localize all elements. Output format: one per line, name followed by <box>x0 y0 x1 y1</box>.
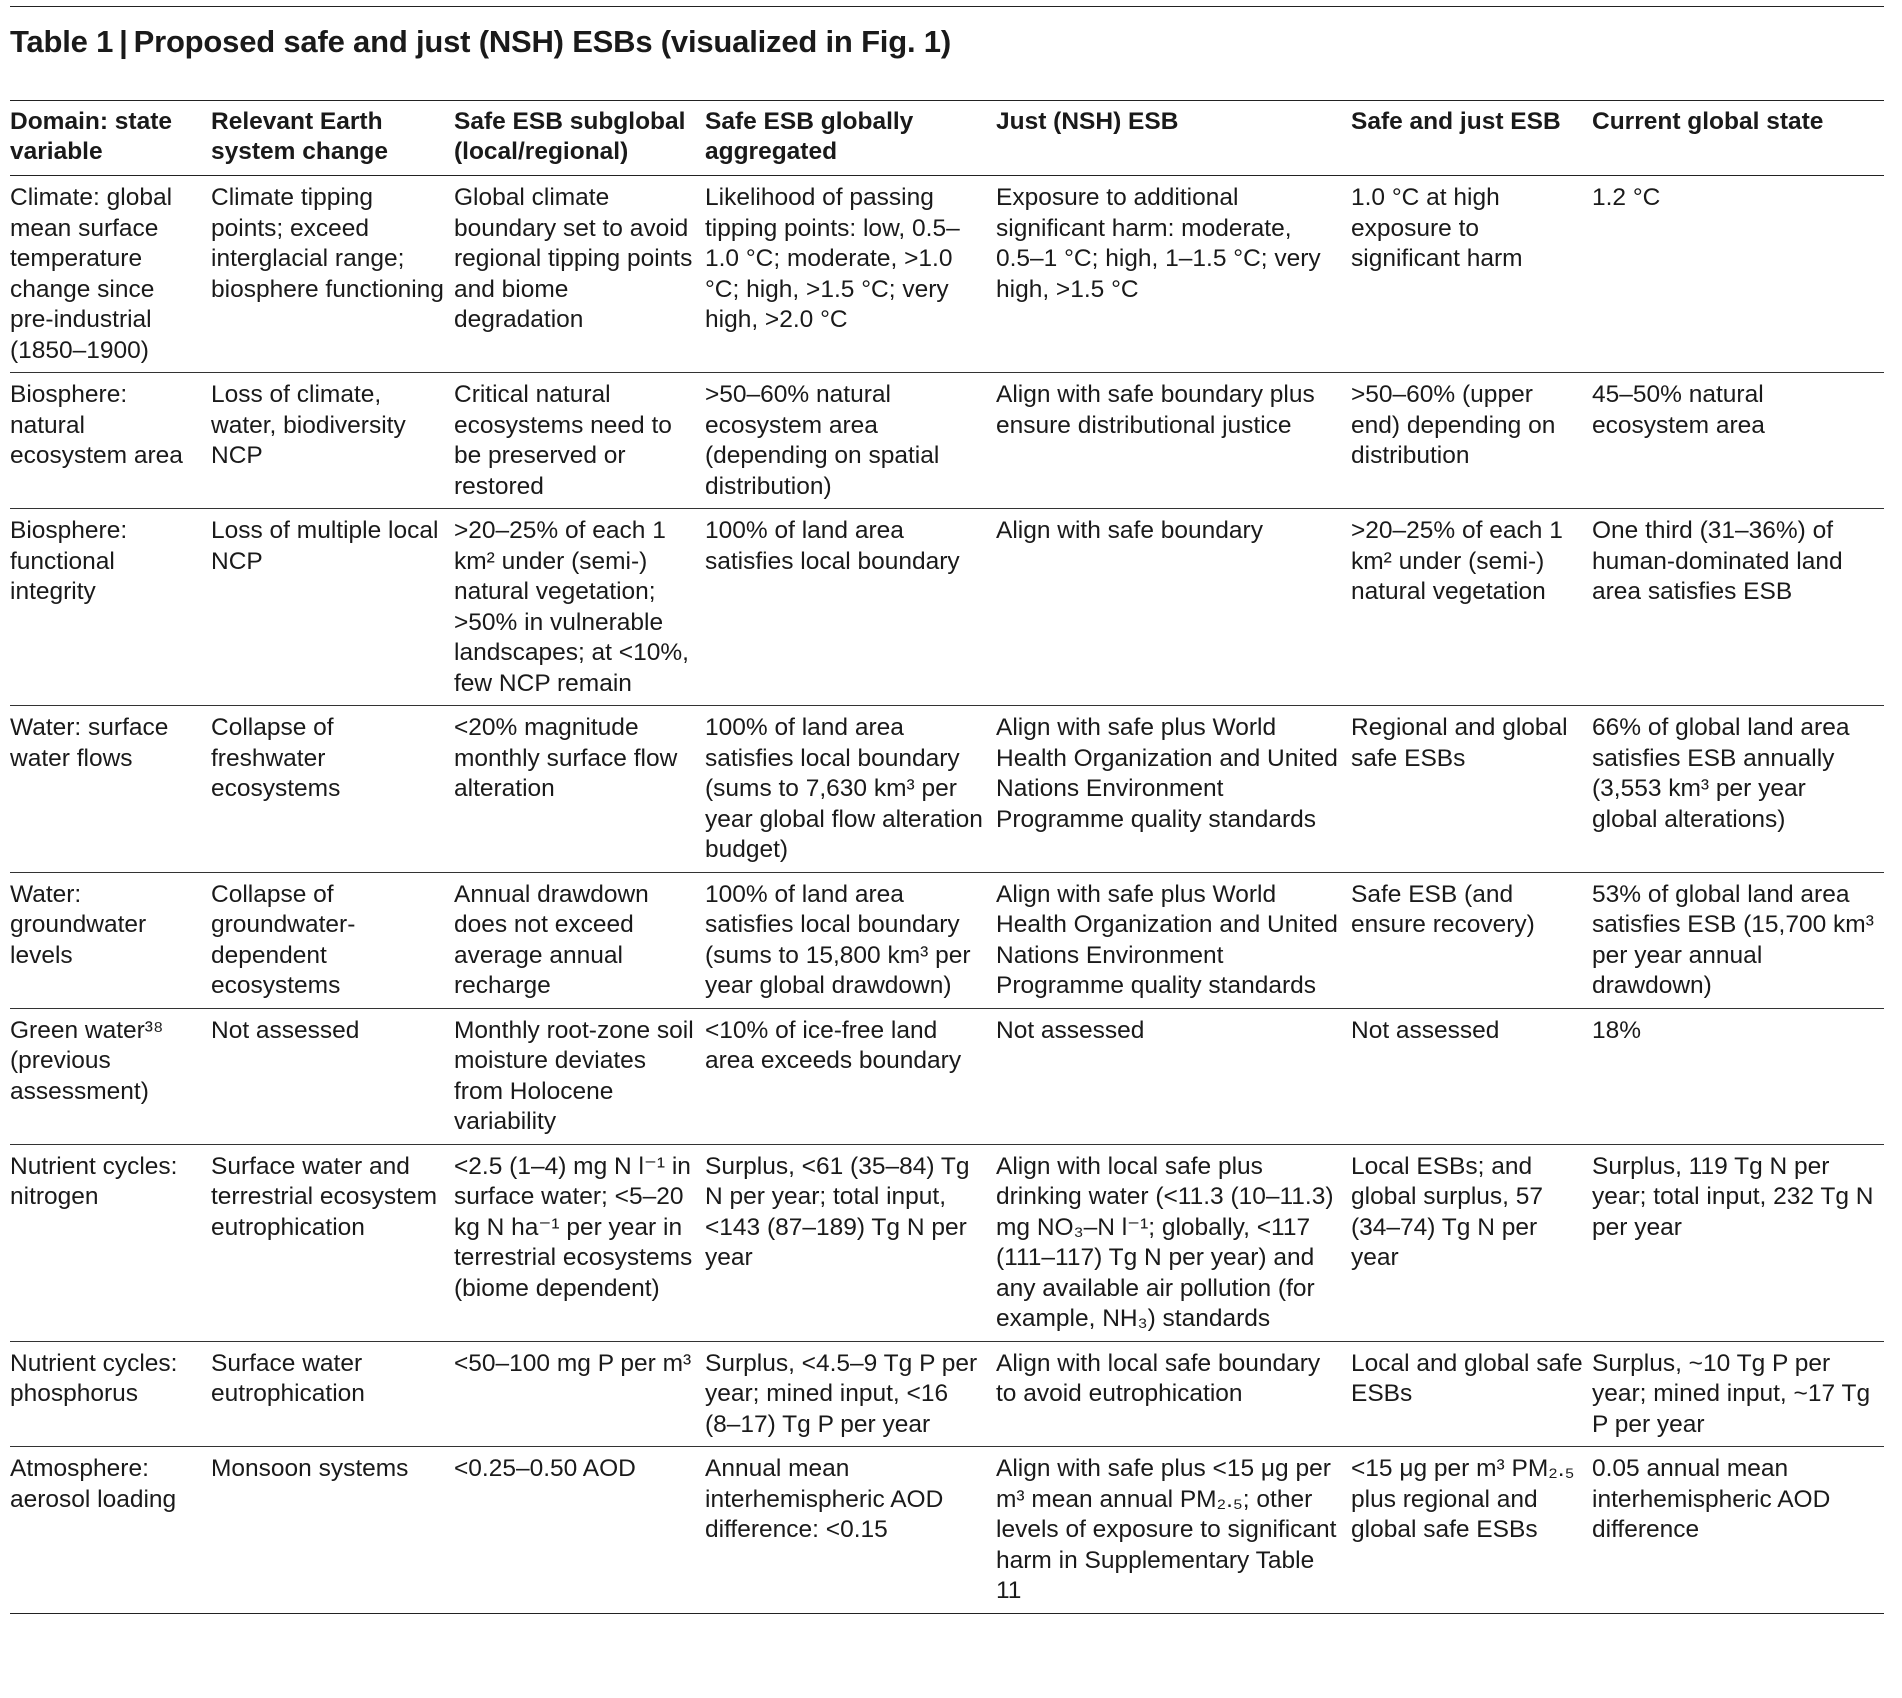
table-cell: Climate tipping points; exceed interglacial range; biosphere functioning <box>211 184 444 303</box>
table-cell: 100% of land area satisfies local boundary (sums to 7,630 km³ per year global flow alteration budget) <box>705 714 983 863</box>
table-cell: Water: groundwater levels <box>10 880 147 969</box>
table-cell: Global climate boundary set to avoid regional tipping points and biome degradation <box>454 184 693 333</box>
table-cell: >20–25% of each 1 km² under (semi-) natural vegetation <box>1351 517 1563 605</box>
table-cell: Surplus, 119 Tg N per year; total input, 232 Tg N per year <box>1592 1152 1874 1241</box>
table-cell: Surplus, ~10 Tg P per year; mined input, ~17 Tg P per year <box>1592 1349 1871 1438</box>
table-cell: Align with safe boundary <box>996 517 1263 544</box>
table-cell: Critical natural ecosystems need to be preserved or restored <box>454 381 672 500</box>
table-cell: <2.5 (1–4) mg N l⁻¹ in surface water; <5–20 kg N ha⁻¹ per year in terrestrial ecosystems (biome dependent) <box>454 1152 693 1302</box>
table-row-nitrogen <box>10 1144 1884 1341</box>
esb-table <box>10 100 1884 1614</box>
table-cell: Align with safe plus World Health Organization and United Nations Environment Programme quality standards <box>996 714 1338 833</box>
table-cell: Atmosphere: aerosol loading <box>10 1455 177 1513</box>
table-cell: Biosphere: natural ecosystem area <box>10 381 183 469</box>
table-cell: Surplus, <4.5–9 Tg P per year; mined input, <16 (8–17) Tg P per year <box>705 1349 978 1438</box>
table-cell: Annual drawdown does not exceed average annual recharge <box>454 880 649 999</box>
column-header-safe-global: Safe ESB globally aggregated <box>705 108 914 165</box>
table-row-climate <box>10 176 1884 373</box>
table-cell: Nutrient cycles: phosphorus <box>10 1349 178 1407</box>
table-cell: >50–60% natural ecosystem area (depending on spatial distribution) <box>705 381 940 500</box>
table-cell: 1.2 °C <box>1592 184 1661 211</box>
table-header <box>10 101 1884 176</box>
table-row-aerosol <box>10 1447 1884 1614</box>
table-cell: Not assessed <box>1351 1016 1500 1044</box>
table-cell: Collapse of freshwater ecosystems <box>211 714 341 802</box>
table-cell: <15 μg per m³ PM₂.₅ plus regional and global safe ESBs <box>1351 1455 1575 1543</box>
column-header-just-esb: Just (NSH) ESB <box>996 108 1179 135</box>
table-cell: >20–25% of each 1 km² under (semi-) natural vegetation; >50% in vulnerable landscapes; at <10%, few NCP remain <box>454 517 689 697</box>
table-cell: <10% of ice-free land area exceeds boundary <box>705 1016 962 1074</box>
table-cell: Exposure to additional significant harm: moderate, 0.5–1 °C; high, 1–1.5 °C; very high, >1.5 °C <box>996 184 1321 303</box>
table-cell: One third (31–36%) of human-dominated land area satisfies ESB <box>1592 517 1843 605</box>
table-title-text: Proposed safe and just (NSH) ESBs (visualized in Fig. 1) <box>133 24 951 59</box>
table-cell: Green water³⁸ (previous assessment) <box>10 1016 164 1105</box>
title-separator: | <box>119 24 128 59</box>
column-header-safe-subglobal: Safe ESB subglobal (local/regional) <box>454 108 686 165</box>
table-cell: Regional and global safe ESBs <box>1351 714 1568 772</box>
table-title <box>10 25 1884 73</box>
table-cell: Loss of multiple local NCP <box>211 517 439 575</box>
table-cell: Local and global safe ESBs <box>1351 1349 1583 1407</box>
table-cell: Surface water eutrophication <box>211 1349 365 1407</box>
table-cell: 45–50% natural ecosystem area <box>1592 381 1765 439</box>
table-cell: 1.0 °C at high exposure to significant harm <box>1351 184 1523 272</box>
table-cell: Local ESBs; and global surplus, 57 (34–74) Tg N per year <box>1351 1152 1544 1271</box>
table-cell: 100% of land area satisfies local boundary <box>705 517 960 575</box>
table-cell: Climate: global mean surface temperature change since pre-industrial (1850–1900) <box>10 184 173 364</box>
top-rule <box>10 6 1884 7</box>
table-row-functional-integrity <box>10 509 1884 706</box>
table-cell: Annual mean interhemispheric AOD difference: <0.15 <box>705 1455 944 1543</box>
table-cell: Monthly root-zone soil moisture deviates from Holocene variability <box>454 1016 694 1135</box>
table-cell: Surface water and terrestrial ecosystem eutrophication <box>211 1152 438 1241</box>
table-cell: Align with safe plus World Health Organization and United Nations Environment Programme quality standards <box>996 880 1338 999</box>
table-cell: <20% magnitude monthly surface flow alteration <box>454 714 678 802</box>
table-cell: Surplus, <61 (35–84) Tg N per year; total input, <143 (87–189) Tg N per year <box>705 1152 970 1271</box>
table-row-groundwater <box>10 872 1884 1008</box>
table-cell: Collapse of groundwater-dependent ecosystems <box>211 880 356 999</box>
table-cell: Nutrient cycles: nitrogen <box>10 1152 178 1210</box>
table-label: Table 1 <box>10 24 114 59</box>
table-cell: 100% of land area satisfies local boundary (sums to 15,800 km³ per year global drawdown) <box>705 880 971 999</box>
table-cell: Align with local safe boundary to avoid eutrophication <box>996 1349 1321 1407</box>
table-cell: 0.05 annual mean interhemispheric AOD difference <box>1592 1455 1831 1543</box>
table-row-phosphorus <box>10 1341 1884 1447</box>
header-row <box>10 101 1884 176</box>
table-cell: Loss of climate, water, biodiversity NCP <box>211 381 406 469</box>
table-cell: 53% of global land area satisfies ESB (15,700 km³ per year annual drawdown) <box>1592 880 1874 999</box>
column-header-earth-system-change: Relevant Earth system change <box>211 108 389 165</box>
table-cell: >50–60% (upper end) depending on distribution <box>1351 381 1556 469</box>
table-cell: Safe ESB (and ensure recovery) <box>1351 880 1535 938</box>
table-body <box>10 176 1884 1614</box>
table-cell: 18% <box>1592 1016 1642 1044</box>
table-cell: <0.25–0.50 AOD <box>454 1455 636 1482</box>
table-cell: Not assessed <box>211 1016 360 1044</box>
table-row-green-water <box>10 1008 1884 1144</box>
table-cell: Monsoon systems <box>211 1455 409 1482</box>
table-cell: Biosphere: functional integrity <box>10 517 128 605</box>
column-header-domain: Domain: state variable <box>10 108 173 165</box>
table-cell: 66% of global land area satisfies ESB annually (3,553 km³ per year global alterations) <box>1592 714 1850 833</box>
table-cell: Likelihood of passing tipping points: low, 0.5–1.0 °C; moderate, >1.0 °C; high, >1.5 °C; very high, >2.0 °C <box>705 184 960 333</box>
table-cell: Align with safe plus <15 μg per m³ mean annual PM₂.₅; other levels of exposure to significant harm in Supplementary Table 11 <box>996 1455 1337 1604</box>
table-cell: Align with local safe plus drinking water (<11.3 (10–11.3) mg NO₃–N l⁻¹; globally, <117 (111–117) Tg N per year) and any available air pollution (for example, NH₃) standards <box>996 1152 1334 1332</box>
table-cell: <50–100 mg P per m³ <box>454 1349 692 1377</box>
table-cell: Not assessed <box>996 1016 1145 1044</box>
column-header-current-state: Current global state <box>1592 108 1824 135</box>
table-cell: Water: surface water flows <box>10 714 169 772</box>
column-header-safe-and-just: Safe and just ESB <box>1351 108 1561 135</box>
table-row-surface-water <box>10 706 1884 873</box>
table-cell: Align with safe boundary plus ensure distributional justice <box>996 381 1315 439</box>
table-row-natural-ecosystem <box>10 373 1884 509</box>
